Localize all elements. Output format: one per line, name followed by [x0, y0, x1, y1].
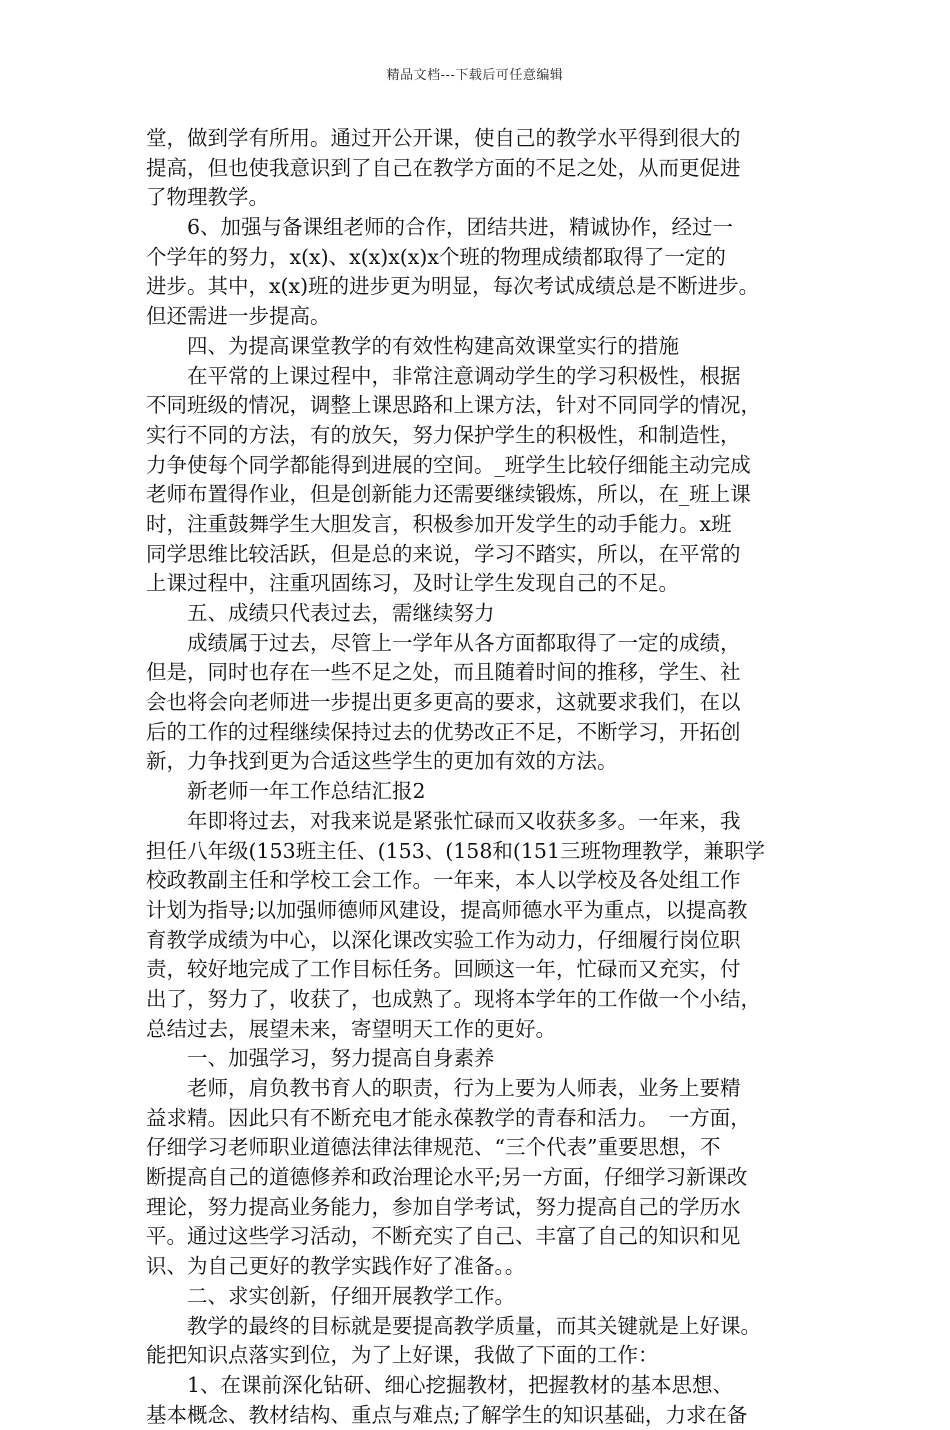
text-line: 教学的最终的目标就是要提高教学质量，而其关键就是上好课。 [146, 1313, 761, 1338]
text-line: 老师布置得作业，但是创新能力还需要继续锻炼，所以，在_班上课 [146, 482, 751, 507]
text-line: 在平常的上课过程中，非常注意调动学生的学习积极性，根据 [146, 363, 741, 388]
text-line: 了物理教学。 [146, 185, 269, 210]
text-line: 能把知识点落实到位，为了上好课，我做了下面的工作： [146, 1343, 659, 1368]
text-line: 责，较好地完成了工作目标任务。回顾这一年，忙碌而又充实，付 [146, 957, 741, 982]
text-line: 6、加强与备课组老师的合作，团结共进，精诚协作，经过一 [146, 215, 734, 240]
text-line: 识、为自己更好的教学实践作好了准备。。 [146, 1254, 526, 1279]
text-line: 出了，努力了，收获了，也成熟了。现将本学年的工作做一个小结， [146, 986, 761, 1011]
text-line: 会也将会向老师进一步提出更多更高的要求，这就要求我们，在以 [146, 690, 741, 715]
section-heading: 二、求实创新，仔细开展教学工作。 [146, 1283, 515, 1308]
section-heading: 五、成绩只代表过去，需继续努力 [146, 601, 495, 625]
text-line: 上课过程中，注重巩固练习，及时让学生发现自己的不足。 [146, 571, 679, 596]
text-line: 仔细学习老师职业道德法律法律规范、“三个代表”重要思想，不 [146, 1135, 721, 1160]
document-body [146, 124, 810, 1430]
section-heading: 一、加强学习，努力提高自身素养 [146, 1046, 495, 1071]
text-line: 断提高自己的道德修养和政治理论水平;另一方面，仔细学习新课改 [146, 1165, 748, 1190]
text-line: 但是，同时也存在一些不足之处，而且随着时间的推移，学生、社 [146, 660, 741, 685]
text-line: 不同班级的情况，调整上课思路和上课方法，针对不同同学的情况， [146, 393, 761, 418]
text-line: 新，力争找到更为合适这些学生的更加有效的方法。 [146, 749, 618, 774]
text-line: 1、在课前深化钻研、细心挖掘教材，把握教材的基本思想、 [146, 1372, 734, 1397]
document-title: 新老师一年工作总结汇报2 [146, 779, 426, 804]
text-line: 担任八年级(153班主任、(153、(158和(151三班物理教学，兼职学 [146, 838, 766, 863]
text-line: 理论，努力提高业务能力，参加自学考试，努力提高自己的学历水 [146, 1194, 741, 1219]
page-header: 精品文档---下载后可任意编辑 [386, 68, 564, 83]
text-line: 基本概念、教材结构、重点与难点;了解学生的知识基础，力求在备 [146, 1402, 748, 1427]
text-line: 提高，但也使我意识到了自己在教学方面的不足之处，从而更促进 [146, 155, 741, 180]
text-line: 进步。其中，x(x)班的进步更为明显，每次考试成绩总是不断进步。 [146, 274, 760, 299]
text-line: 计划为指导;以加强师德师风建设，提高师德水平为重点，以提高教 [146, 897, 748, 922]
section-heading: 四、为提高课堂教学的有效性构建高效课堂实行的措施 [146, 333, 679, 358]
text-line: 年即将过去，对我来说是紧张忙碌而又收获多多。一年来，我 [146, 808, 741, 833]
text-line: 实行不同的方法，有的放矢，努力保护学生的积极性，和制造性， [146, 422, 741, 447]
text-line: 益求精。因此只有不断充电才能永葆教学的青春和活力。 一方面， [146, 1105, 751, 1130]
text-line: 总结过去，展望未来，寄望明天工作的更好。 [146, 1016, 556, 1041]
text-line: 成绩属于过去，尽管上一学年从各方面都取得了一定的成绩， [146, 630, 741, 655]
text-line: 老师，肩负教书育人的职责，行为上要为人师表，业务上要精 [146, 1076, 741, 1100]
text-line: 力争使每个同学都能得到进展的空间。_班学生比较仔细能主动完成 [146, 452, 751, 477]
text-line: 平。通过这些学习活动，不断充实了自己、丰富了自己的知识和见 [146, 1224, 741, 1249]
text-line: 同学思维比较活跃，但是总的来说，学习不踏实，所以，在平常的 [146, 541, 741, 566]
text-line: 育教学成绩为中心，以深化课改实验工作为动力，仔细履行岗位职 [146, 927, 741, 952]
text-line: 校政教副主任和学校工会工作。一年来，本人以学校及各处组工作 [146, 868, 741, 893]
text-line: 但还需进一步提高。 [146, 304, 331, 329]
text-line: 后的工作的过程继续保持过去的优势改正不足，不断学习，开拓创 [146, 719, 741, 744]
text-line: 时，注重鼓舞学生大胆发言，积极参加开发学生的动手能力。x班 [146, 511, 732, 536]
text-line: 个学年的努力，x(x)、x(x)x(x)x个班的物理成绩都取得了一定的 [146, 244, 726, 269]
text-line: 堂，做到学有所用。通过开公开课，使自己的教学水平得到很大的 [146, 126, 741, 150]
